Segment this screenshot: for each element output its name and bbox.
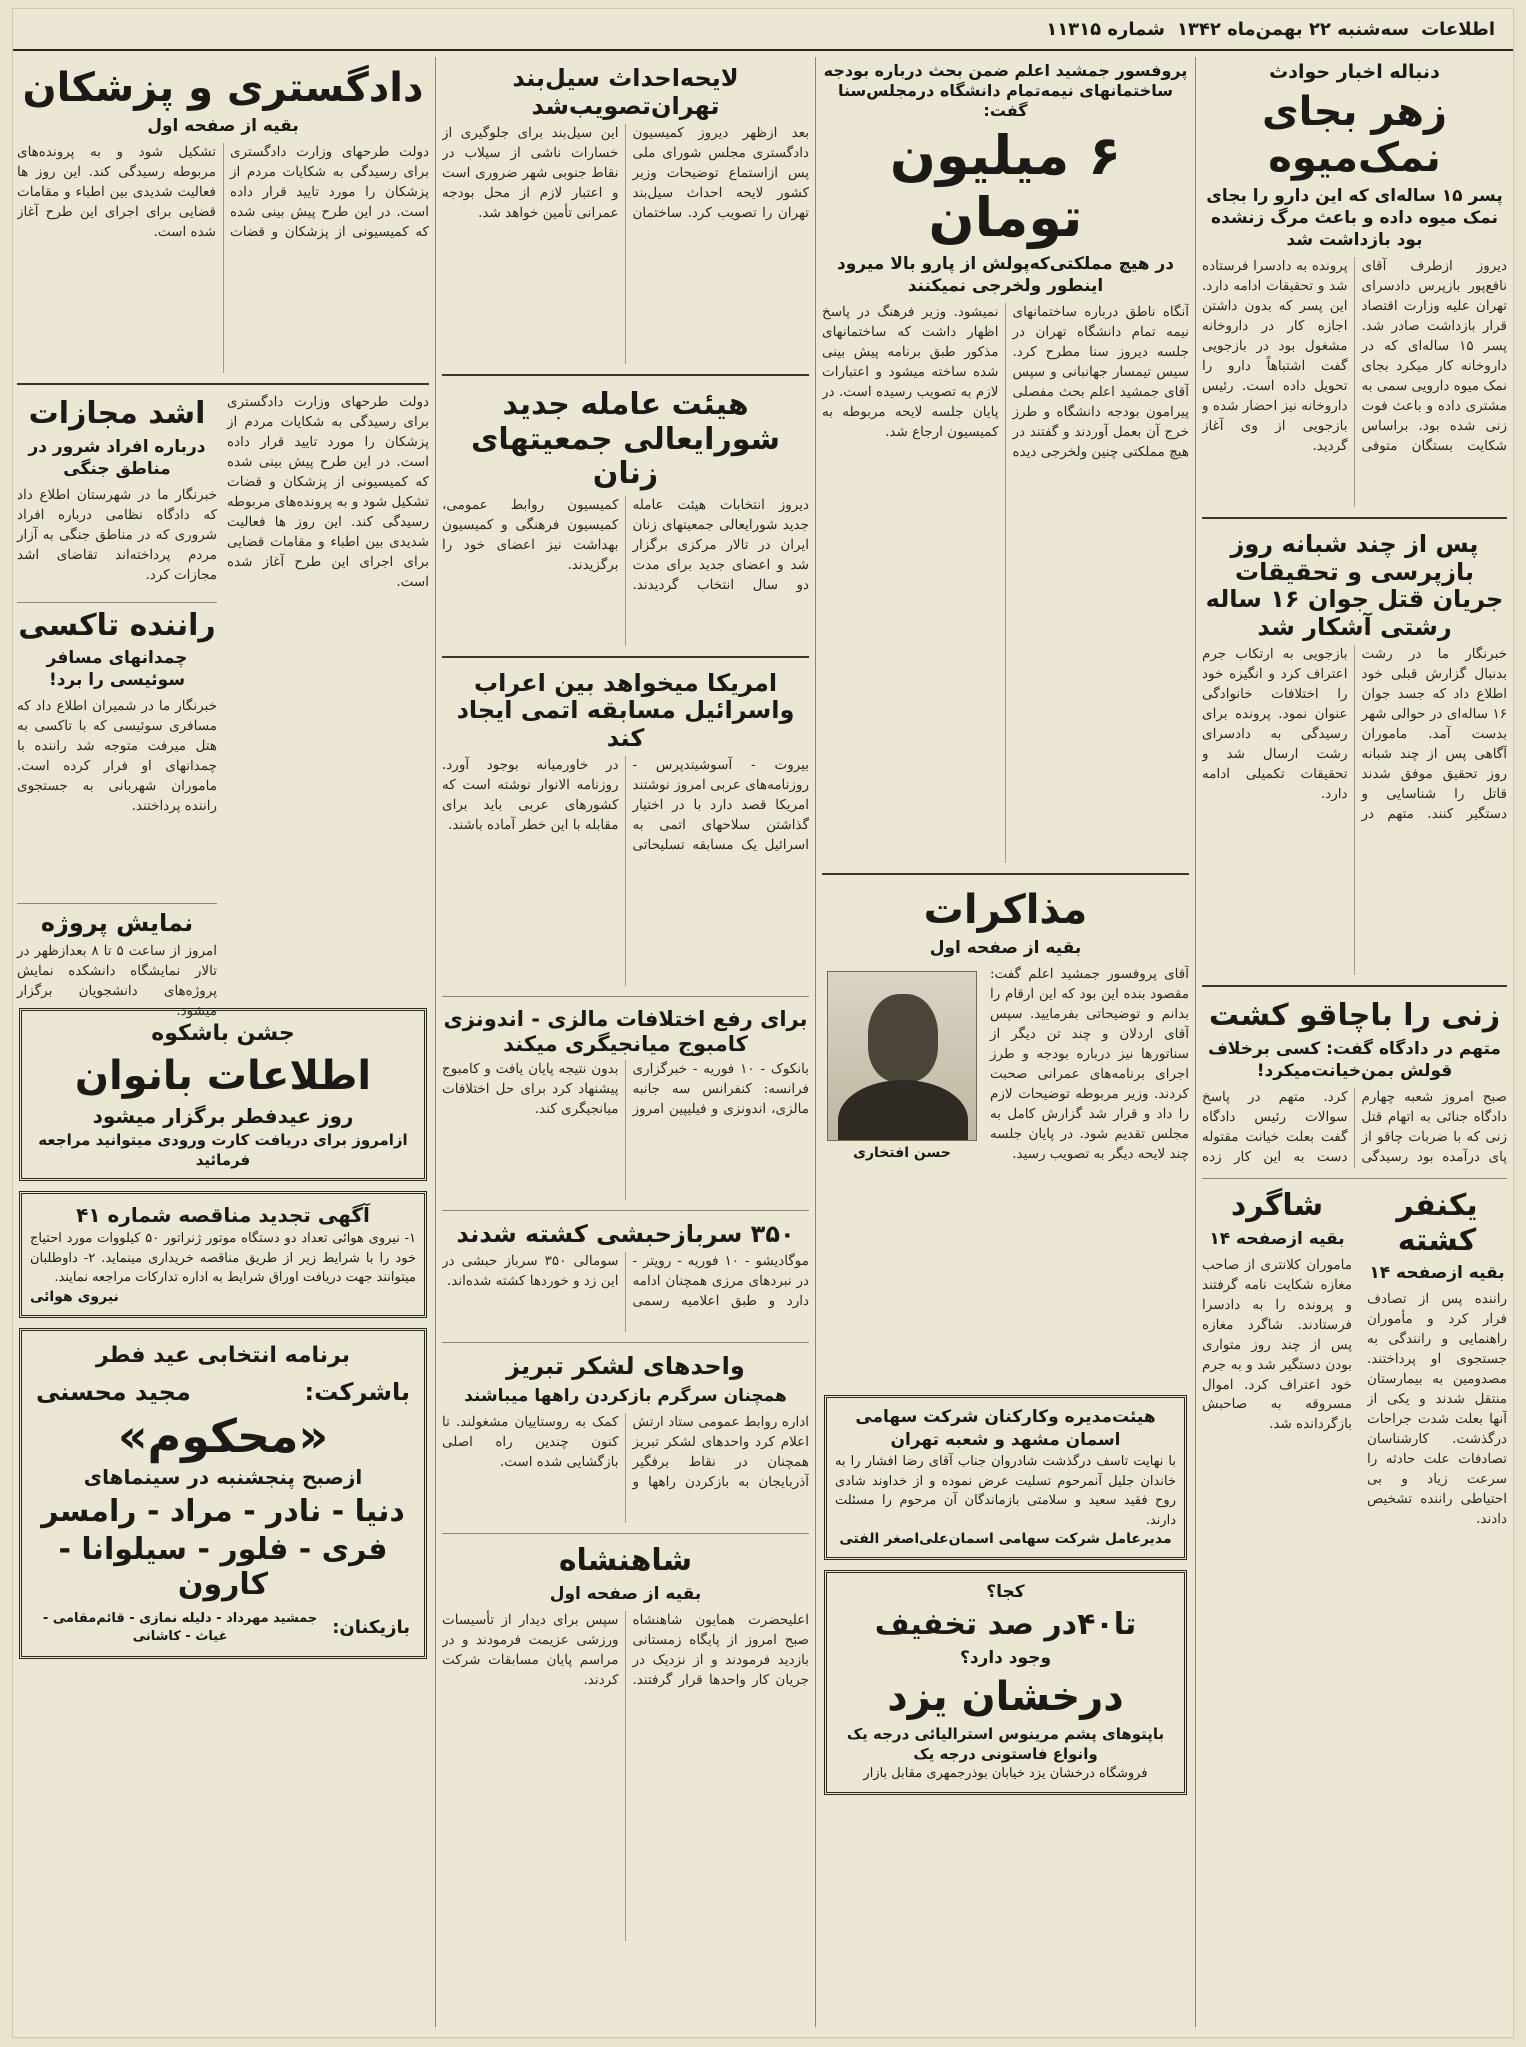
- headline: راننده تاکسی: [18, 607, 216, 643]
- small-news-row: [17, 393, 429, 1019]
- article-apprentice: [1202, 1185, 1352, 1816]
- headline: برای رفع اختلافات مالزی - اندونزی کامبوج میانجیگری میکند: [443, 1007, 808, 1056]
- article-women: [442, 384, 809, 646]
- article-body: دیروز انتخابات هیئت عامله جدید شورایعالی جمعیتهای زنان ایران در تالار مرکزی برگزار شد و اعضای جدید برای مدت دو سال انتخاب گردیدند. کمیسیون روابط عمومی، کمیسیون فرهنگی و کمیسیون بهداشت نیز اعضای خود را برگزیدند.: [442, 496, 809, 593]
- headline: زنی را باچاقو کشت: [1208, 998, 1501, 1034]
- negotiations-layout: [822, 965, 1189, 1385]
- ad-ettelaat-banovan: [19, 1008, 427, 1181]
- ad-cast: جمشید مهرداد - دلیله نمازی - قائم‌مقامی - غیاث - کاشانی: [42, 1611, 318, 1644]
- column-2: [815, 57, 1195, 2027]
- subheadline: بقیه ازصفحه ۱۴: [1209, 1228, 1345, 1249]
- article-body: آقای پروفسور جمشید اعلم گفت: مقصود بنده این بود که این ارقام را بدانم و توضیحاتی بفرمایید. سپس آقای اردلان و چند تن دیگر از سناتورها نیز درباره بودجه و طرز اجرای برنامه‌های عمرانی صحبت کردند. وزیر مربوطه توضیحات لازم را داد و قرار شد گزارش کامل به مجلس تقدیم شود. در پایان جلسه چند لایحه دیگر به تصویب رسید.: [990, 966, 1189, 1163]
- article-university-budget: [822, 61, 1189, 863]
- ad-discount: تا۴۰در صد تخفیف: [874, 1607, 1137, 1643]
- article-body: آنگاه ناطق درباره ساختمانهای نیمه تمام دانشگاه تهران در جلسه دیروز سنا مطرح کرد. سیس تیمسار جهانبانی و سپس آقای جمشید اعلم بحث مفصلی پیرامون بودجه دانشگاه و طرز خرج آن بعمل آوردند و گفتند در هیچ مملکتی چنین ولخرجی دیده نمیشود. وزیر فرهنگ در پاسخ اظهار داشت که ساختمانهای مذکور طبق برنامه پیش بینی شده ساخته میشود و اعتبارات لازم به تصویب رسیده است. در پایان جلسه لایحه مربوطه به کمیسیون ارجاع شد.: [822, 304, 1189, 461]
- article-body: راننده پس از تصادف فرار کرد و مأموران راهنمایی و رانندگی به جستجوی او پرداختند. مصدومین به بیمارستان منتقل شدند و یکی از آنها بعلت شدت جراحات درگذشت. کارشناسان تصادفات علت حادثه را سرعت زیاد و بی احتیاطی راننده تشخیص دادند.: [1367, 1291, 1507, 1527]
- ad-title: جشن باشکوه: [151, 1021, 295, 1047]
- article-body: موگادیشو - ۱۰ فوریه - رویتر - در نبردهای مرزی همچنان ادامه دارد و طبق اعلامیه رسمی سومالی ۳۵۰ سرباز حبشی در این زد و خوردها کشته شده‌اند.: [442, 1253, 809, 1310]
- paper-name: اطلاعات: [1421, 18, 1495, 40]
- ad-line: ازصبح پنجشنبه در سینماهای: [83, 1464, 363, 1489]
- headline: دادگستری و پزشکان: [22, 65, 424, 111]
- ad-derakhshan: [824, 1570, 1187, 1794]
- portrait-shoulders: [838, 1080, 968, 1141]
- column-4: [11, 57, 435, 2027]
- ad-title: برنامه انتخابی عید فطر: [95, 1342, 351, 1368]
- kicker: پروفسور جمشید اعلم ضمن بحث درباره بودجه ساختمانهای نیمه‌تمام دانشگاه درمجلس‌سنا گفت:: [823, 61, 1188, 120]
- article-body: خبرنگار ما در شمیران اطلاع داد که مسافری سوئیسی که با تاکسی به هتل میرفت متوجه شد راننده با چمدانهای او فرار کرده است. ماموران شهربانی به جستجوی راننده پرداختند.: [17, 698, 217, 815]
- subheadline: در هیچ مملکتی‌که‌پولش از پارو بالا میرود اینطور ولخرجی نمیکنند: [836, 254, 1175, 297]
- article-body: اعلیحضرت همایون شاهنشاه صبح امروز از پایگاه زمستانی بازدید فرمودند و از نزدیک در جریان کار واحدها قرار گرفتند. سپس برای دیدار از تأسیسات ورزشی عزیمت فرمودند و در مراسم پایان مسابقات شرکت کردند.: [442, 1611, 809, 1688]
- divider: [17, 383, 429, 385]
- ad-film-title: «محکوم»: [117, 1408, 329, 1463]
- article-arab-israel: [442, 666, 809, 987]
- notice-title: هیئت‌مدیره وکارکنان شرکت سهامی اسمان مشهد و شعبه تهران: [855, 1407, 1156, 1451]
- divider: [442, 374, 809, 376]
- article-body: خبرنگار ما در رشت بدنبال گزارش قبلی خود اطلاع داد که جسد جوان ۱۶ ساله‌ای در حوالی شهر بدست آمد. ماموران آگاهی پس از چند شبانه روز تحقیق موفق شدند قاتل را شناسایی و دستگیر کنند. متهم در بازجویی به ارتکاب جرم اعتراف کرد و انگیزه خود را اختلافات خانوادگی عنوان نمود. پرونده برای رسیدگی به دادسرای رشت ارسال شد و تحقیقات تکمیلی ادامه دارد.: [1202, 646, 1507, 823]
- ad-cast-row: [36, 1610, 410, 1645]
- divider: [442, 996, 809, 997]
- running-head: [13, 9, 1513, 51]
- issue-date: سه‌شنبه ۲۲ بهمن‌ماه ۱۳۴۲: [1176, 18, 1410, 40]
- article-poison: [1202, 61, 1507, 507]
- headline: اشد مجازات: [28, 396, 206, 432]
- column-1: [1195, 57, 1513, 2027]
- ad-description: باپتوهای پشم مرینوس استرالیائی درجه یک وانواع فاستونی درجه یک: [846, 1724, 1165, 1763]
- headline: شاهنشاه: [558, 1543, 693, 1579]
- ad-film: [19, 1328, 427, 1659]
- subheadline: بقیه از صفحه اول: [147, 116, 299, 136]
- ad-body: ۱- نیروی هوائی تعداد دو دستگاه موتور ژنراتور ۵۰ کیلووات مورد احتیاج خود را با شرایط زیر از طریق مناقصه خریداری مینماید. ۲- داوطلبان میتوانند جهت دریافت اوراق شرایط به اداره تدارکات مراجعه نمایند.: [30, 1231, 416, 1286]
- subheadline: بقیه از صفحه اول: [929, 938, 1082, 959]
- headline: هیئت عامله جدید شورایعالی جمعیتهای زنان: [470, 387, 781, 492]
- headline: زهر بجای نمک‌میوه: [1261, 88, 1448, 181]
- notice-body: با نهایت تاسف درگذشت شادروان جناب آقای رضا افشار را به خاندان جلیل آنمرحوم تسلیت عرض نموده و از خداوند شادی روح فقید سعید و سلامتی بازماندگان آن مرحوم را مسئلت دارند.: [835, 1454, 1176, 1528]
- article-killed: [1367, 1185, 1507, 1580]
- headline: ۶ میلیون تومان: [889, 124, 1122, 250]
- ad-address: فروشگاه درخشان یزد خیابان بوذرجمهری مقابل بازار: [863, 1766, 1148, 1782]
- ad-brand: اطلاعات بانوان: [74, 1052, 372, 1099]
- article-knife: [1202, 995, 1507, 1168]
- small-news-left: [227, 393, 429, 1002]
- portrait-photo: [827, 971, 977, 1141]
- article-malaysia: [442, 1003, 809, 1199]
- ad-actor: مجید محسنی: [36, 1378, 191, 1407]
- divider: [17, 602, 217, 603]
- article-doctors: [17, 61, 429, 373]
- ad-cast-label: بازیکنان:: [332, 1616, 410, 1638]
- subheadline: همچنان سرگرم بازکردن راهها میباشند: [464, 1385, 787, 1406]
- issue-number: شماره ۱۱۳۱۵: [1046, 18, 1165, 40]
- column-3: [435, 57, 815, 2027]
- kicker: دنباله اخبار حوادث: [1269, 61, 1440, 83]
- article-body: بعد ازظهر دیروز کمیسیون دادگستری مجلس شورای ملی پس ازاستماع توضیحات وزیر کشور لایحه احداث سیل‌بند تهران را تصویب کرد. ساختمان این سیل‌بند برای جلوگیری از خسارات ناشی از سیلاب در نقاط جنوبی شهر ضروری است و اعتبار لازم از محل بودجه عمرانی تأمین خواهد شد.: [442, 125, 809, 222]
- article-body: بانکوک - ۱۰ فوریه - خبرگزاری فرانسه: کنفرانس سه جانبه مالزی، اندونزی و فیلیپین امروز بدون نتیجه پایان یافت و کامبوج پیشنهاد کرد برای حل اختلافات میانجیگری کند.: [442, 1060, 809, 1117]
- headline: پس از چند شبانه روز بازپرسی و تحقیقات جریان قتل جوان ۱۶ ساله رشتی آشکار شد: [1205, 530, 1504, 641]
- headline: لایحه‌احداث سیل‌بند تهران‌تصویب‌شد: [512, 64, 739, 120]
- divider: [1202, 517, 1507, 519]
- ad-cinemas-2: فری - فلور - سیلوانا - کارون: [58, 1532, 388, 1602]
- subheadline: بقیه ازصفحه ۱۴: [1369, 1263, 1505, 1284]
- divider: [1202, 985, 1507, 987]
- article-flood: [442, 61, 809, 364]
- ad-tender: [19, 1191, 427, 1317]
- newspaper-page: [12, 8, 1514, 2038]
- article-body: بیروت - آسوشیتدپرس - روزنامه‌های عربی امروز نوشتند امریکا قصد دارد با در اختیار گذاشتن سلاحهای اتمی به اسرائیل یک مسابقه تسلیحاتی در خاورمیانه بوجود آورد. روزنامه الانوار نوشته است که کشورهای عربی باید برای مقابله با این خطر آماده باشند.: [442, 757, 809, 854]
- article-body: اداره روابط عمومی ستاد ارتش اعلام کرد واحدهای لشکر تبریز همچنان در نقاط برفگیر آذربایجان به بازکردن راهها و کمک به روستاییان مشغولند. تا کنون چندین راه اصلی بازگشایی شده است.: [442, 1414, 809, 1490]
- ad-signature: نیروی هوائی: [30, 1288, 119, 1305]
- ad-question: کجا؟: [986, 1582, 1025, 1603]
- ad-actor-row: [36, 1376, 410, 1408]
- article-tabriz: [442, 1349, 809, 1523]
- ad-cinemas-1: دنیا - نادر - مراد - رامسر: [41, 1493, 405, 1529]
- subheadline: چمدانهای مسافر سوئیسی را برد!: [46, 648, 188, 691]
- headline: ۳۵۰ سربازحبشی کشته شدند: [456, 1219, 795, 1248]
- ad-exists: وجود دارد؟: [959, 1647, 1052, 1668]
- ad-with: باشرکت:: [304, 1378, 410, 1407]
- divider: [442, 656, 809, 658]
- article-body: دولت طرحهای وزارت دادگستری برای رسیدگی به شکایات مردم از پزشکان را مورد تایید قرار داده است. در این طرح پیش بینی شده که کمیسیونی از پزشکان و قضات تشکیل شود و به پرونده‌های مربوطه رسیدگی کند. این روز ها فعالیت شدیدی بین اطباء و مقامات قضایی برای اجرای این طرح آغاز شده است.: [17, 144, 429, 240]
- divider: [1202, 1178, 1507, 1179]
- small-news-right: [17, 393, 218, 1019]
- divider: [822, 873, 1189, 875]
- ad-line-1: روز عیدفطر برگزار میشود: [92, 1103, 354, 1128]
- subheadline: درباره افراد شرور در مناطق جنگی: [28, 436, 206, 479]
- article-body: امروز از ساعت ۵ تا ۸ بعدازظهر در تالار نمایشگاه دانشکده نمایش پروژه‌های دانشجویان برگزار میشود.: [17, 943, 218, 1019]
- article-body: دولت طرحهای وزارت دادگستری برای رسیدگی به شکایات مردم از پزشکان را مورد تایید قرار داده است. در این طرح پیش بینی شده که کمیسیونی از پزشکان و قضات تشکیل شود و به پرونده‌های مربوطه رسیدگی کند. این روز ها فعالیت شدیدی بین اطباء و مقامات قضایی برای اجرای این طرح آغاز شده است.: [227, 394, 429, 590]
- subheadline: بقیه از صفحه اول: [549, 1583, 702, 1604]
- article-body: صبح امروز شعبه چهارم دادگاه جنائی به اتهام قتل زنی که با ضربات چاقو از پای درآمده بود رسیدگی کرد. متهم در پاسخ سوالات رئیس دادگاه گفت بعلت خیانت مقتوله دست به این کار زده: [1202, 1089, 1507, 1165]
- divider: [442, 1342, 809, 1343]
- headline: امریکا میخواهد بین اعراب واسرائیل مسابقه اتمی ایجاد کند: [456, 668, 795, 752]
- divider: [17, 903, 217, 904]
- headline: واحدهای لشکر تبریز: [506, 1352, 745, 1381]
- ad-title: آگهی تجدید مناقصه شماره ۴۱: [76, 1203, 370, 1228]
- divider: [442, 1210, 809, 1211]
- article-body: دیروز ازطرف آقای نافع‌پور بازپرس دادسرای تهران علیه وزارت اقتصاد قرار بازداشت صادر شد. پسر ۱۵ ساله‌ای که در داروخانه کار میکرد بجای نمک میوه دارویی سمی به مشتری داده و باعث فوت زنی شده بود. براساس شکایت بستگان متوفی پرونده به دادسرا فرستاده شد و تحقیقات ادامه دارد. این پسر که بدون داشتن اجازه کار در داروخانه مشغول بود در بازجویی گفت اشتباهاً دارو را تحویل داده است. رئیس داروخانه نیز احضار شده و بازجویی از وی آغاز گردید.: [1202, 258, 1507, 454]
- ad-line-2: ازامروز برای دریافت کارت ورودی میتوانید مراجعه فرمائید: [38, 1130, 408, 1169]
- headline: مذاکرات: [923, 887, 1088, 934]
- article-shahanshah: [442, 1540, 809, 1941]
- article-body: خبرنگار ما در شهرستان اطلاع داد که دادگاه نظامی درباره افراد شروری که در مناطق جنگی به آزار مردم پرداخته‌اند تقاضای اشد مجازات کرد.: [17, 486, 217, 583]
- portrait-caption: حسن افتخاری: [853, 1145, 951, 1162]
- subheadline: متهم در دادگاه گفت: کسی برخلاف قولش بمن‌خیانت‌میکرد!: [1208, 1038, 1501, 1081]
- portrait-block: [822, 965, 982, 1385]
- article-negotiations: [822, 883, 1189, 1385]
- article-body: ماموران کلانتری از صاحب مغازه شکایت نامه گرفتند و پرونده را به دادسرا فرستادند. شاگرد مغازه پس از چند روز متواری بودن دستگیر شد و به جرم خود اعتراف کرد. اموال مسروقه به صاحبش بازگردانده شد.: [1202, 1256, 1352, 1433]
- headline: یکنفر کشته: [1396, 1188, 1478, 1258]
- condolence-notice: [824, 1395, 1187, 1560]
- notice-signature: مدیرعامل شرکت سهامی اسمان‌علی‌اصغر الفتی: [839, 1531, 1172, 1548]
- headline: نمایش پروژه: [40, 909, 194, 938]
- ad-brand: درخشان یزد: [887, 1673, 1124, 1720]
- article-rasht: [1202, 527, 1507, 975]
- subheadline: پسر ۱۵ ساله‌ای که این دارو را بجای نمک میوه داده و باعث مرگ زنشده بود بازداشت شد: [1206, 185, 1503, 250]
- portrait-head: [868, 994, 938, 1082]
- divider: [442, 1533, 809, 1534]
- headline: شاگرد: [1230, 1188, 1324, 1224]
- article-ethiopia: [442, 1217, 809, 1333]
